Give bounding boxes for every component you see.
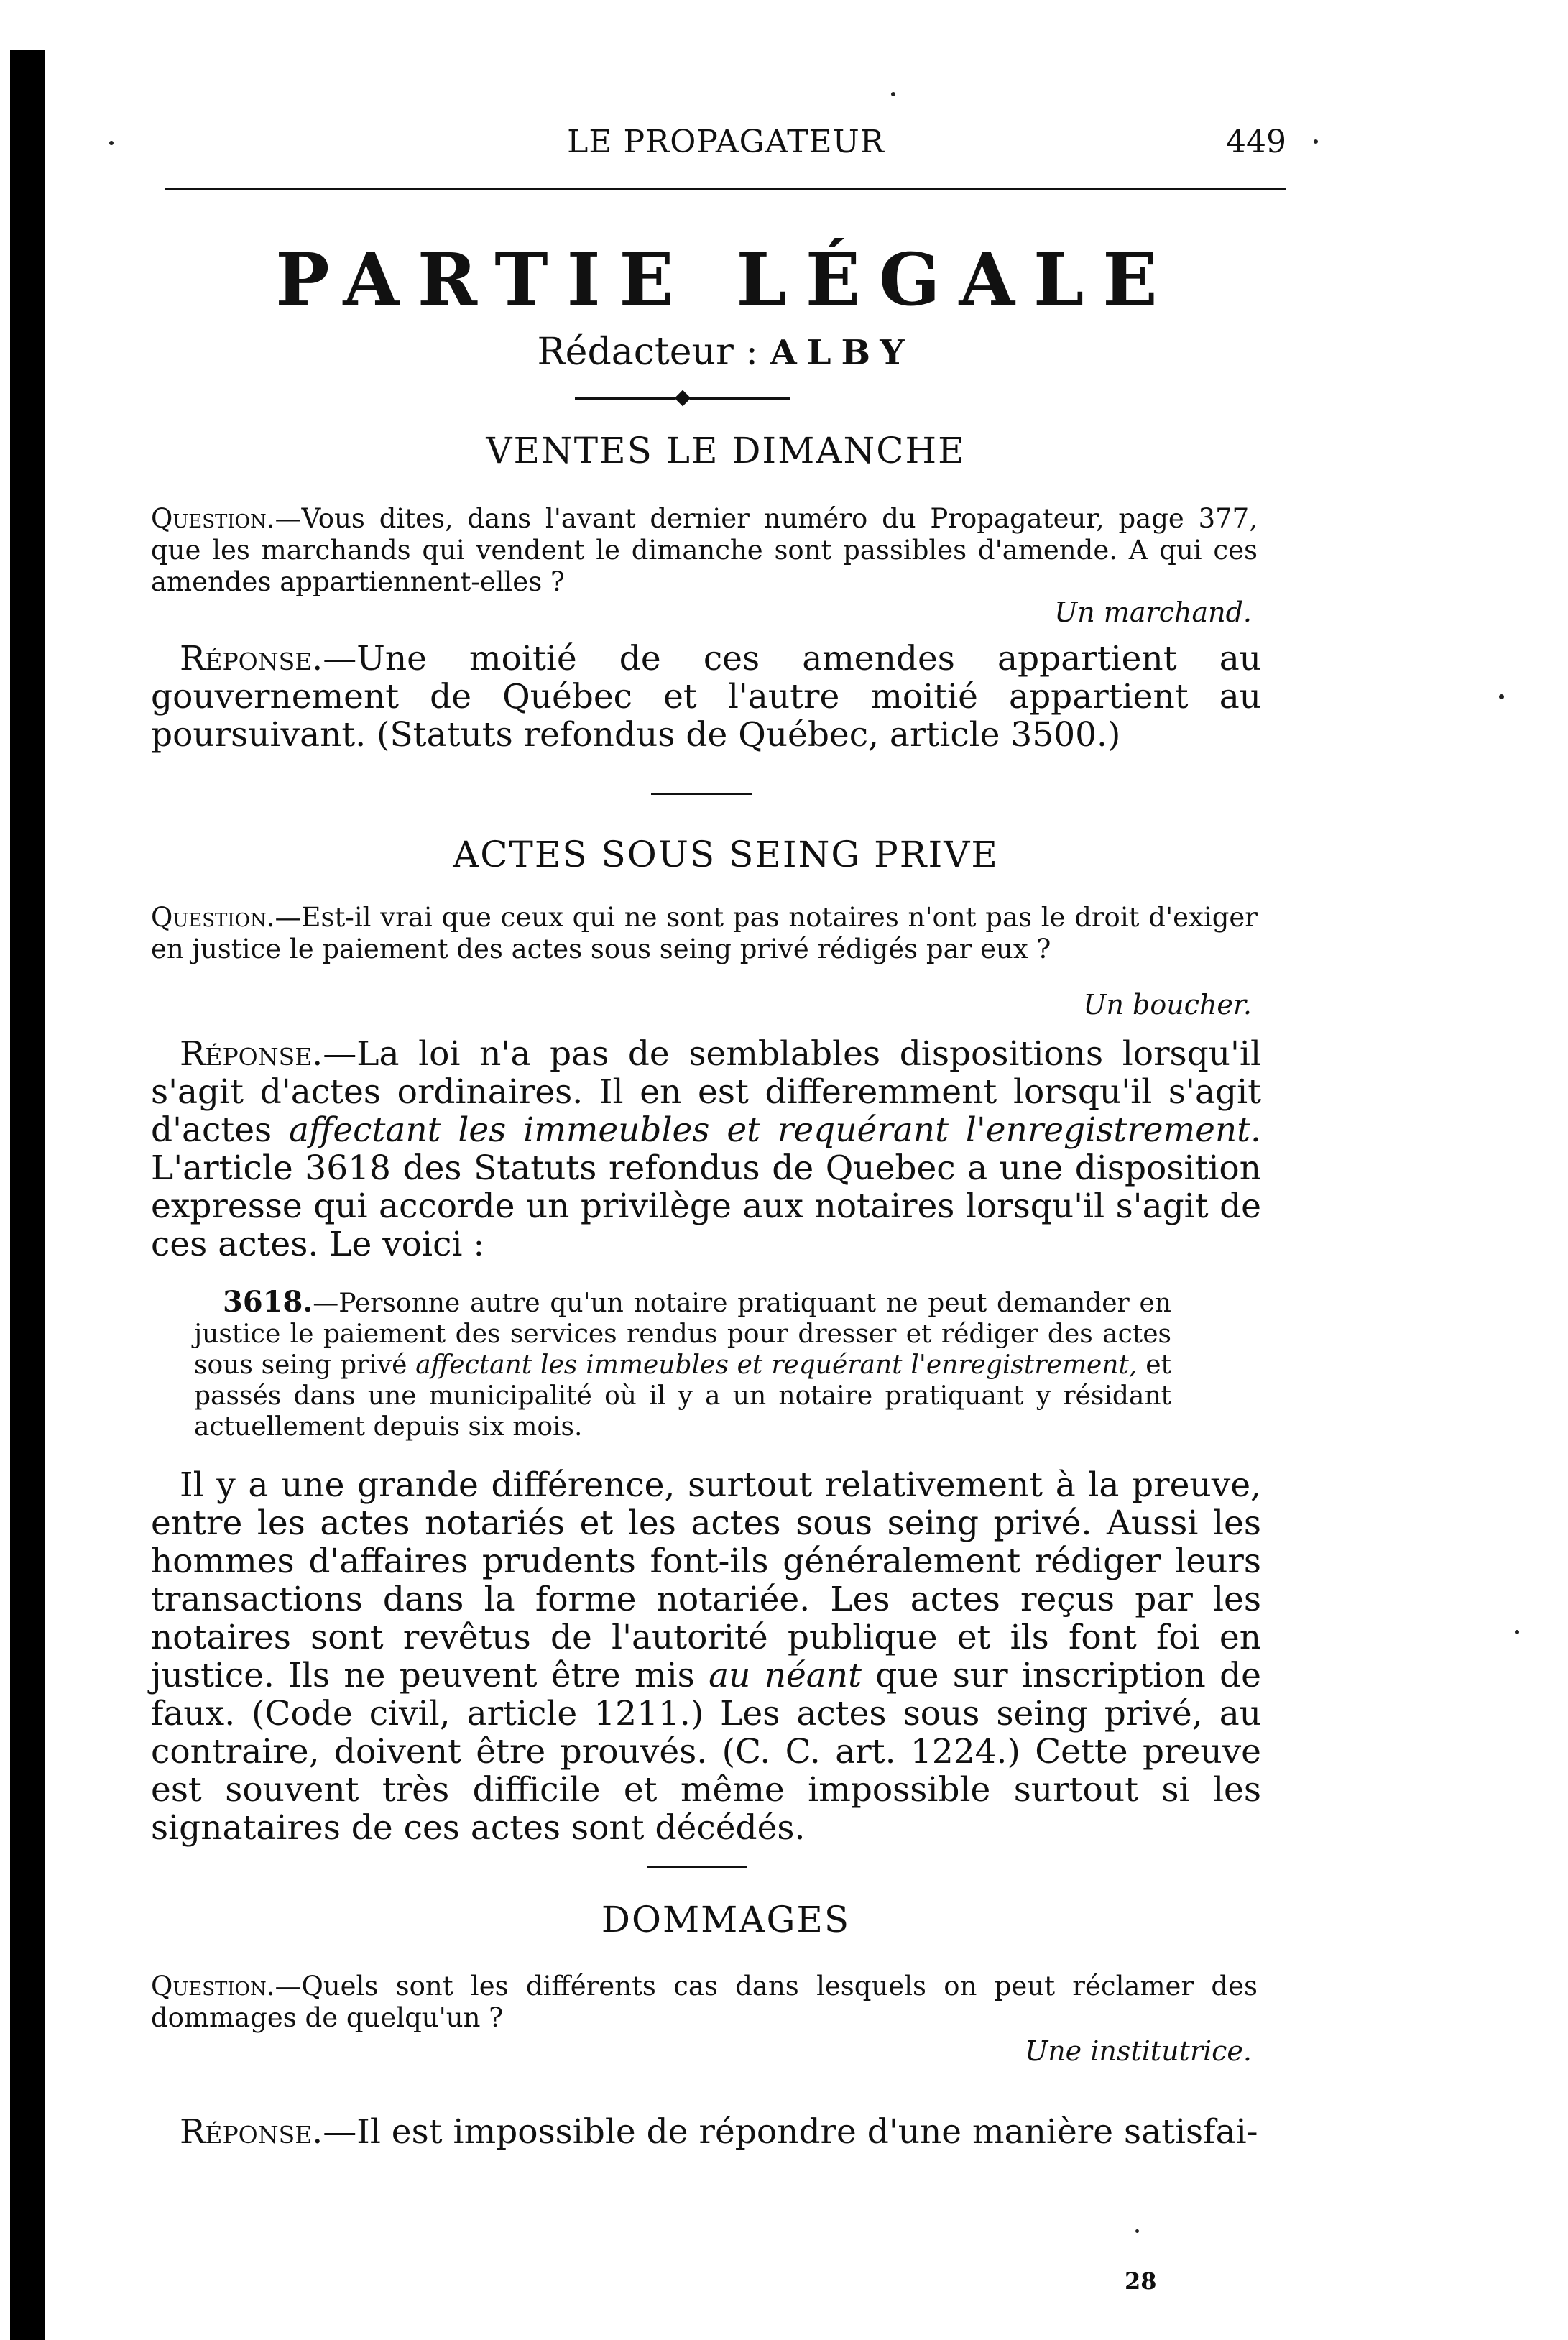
editor-name: ALBY: [770, 333, 915, 373]
question-text: —Vous dites, dans l'avant dernier numéro du Propagateur, page 377, que les marchands qui vendent le dimanche sont passibles d'amende. A qui ces amendes appartiennent-elles ?: [151, 503, 1258, 597]
question-text: —Est-il vrai que ceux qui ne sont pas notaires n'ont pas le droit d'exiger en justice le paiement des actes sous seing privé rédigés par eux ?: [151, 902, 1258, 964]
section-separator: [651, 793, 752, 795]
answer-label: Réponse.: [180, 2112, 323, 2152]
answer-italic: affectant les immeubles et requérant l'enregistrement.: [289, 1110, 1261, 1150]
paragraph-text-cont: que sur inscription de faux. (Code civil, article 1211.) Les actes sous seing privé, au contraire, doivent être prouvés. (C. C. art. 1224.) Cette preuve est souvent très difficile et même impossible surtout si les signataires de ces actes sont décédés.: [151, 1656, 1261, 1848]
statute-number: 3618.: [223, 1285, 313, 1319]
answer-dimanche: [151, 640, 1261, 754]
question-label: Question.: [151, 902, 275, 933]
ink-speck: [1135, 2229, 1139, 2233]
signature-dimanche: Un marchand.: [1054, 596, 1252, 628]
signature-dommages: Une institutrice.: [1025, 2035, 1252, 2067]
running-header: [165, 124, 1286, 174]
statute-text: —Personne autre qu'un notaire pratiquant ne peut demander en justice le paiement des services rendus pour dresser et rédiger des actes sous seing privé: [194, 1289, 1171, 1380]
answer-text: —Une moitié de ces amendes appartient au gouvernement de Québec et l'autre moitié appartient au poursuivant. (Statuts refondus de Québec, article 3500.): [151, 639, 1261, 755]
answer-text-cont: L'article 3618 des Statuts refondus de Quebec a une disposition expresse qui accorde un privilège aux notaires lorsqu'il s'agit de ces actes. Le voici :: [151, 1148, 1261, 1264]
question-dommages: [151, 1971, 1258, 2034]
page-number: 449: [1226, 124, 1286, 160]
editor-label: Rédacteur :: [537, 331, 758, 374]
answer-label: Réponse.: [180, 639, 323, 678]
answer-text: —Il est impossible de répondre d'une manière satisfai-: [323, 2112, 1258, 2152]
question-dimanche: [151, 503, 1258, 598]
answer-text: —La loi n'a pas de semblables dispositions lorsqu'il s'agit d'actes ordinaires. Il en est differemment lorsqu'il s'agit d'actes: [151, 1034, 1261, 1150]
ornament-divider: [575, 391, 790, 405]
ink-speck: [1314, 139, 1318, 144]
paragraph-preuve: [151, 1466, 1261, 1847]
question-seing: [151, 902, 1258, 965]
paragraph-text: Il y a une grande différence, surtout relativement à la preuve, entre les actes notariés et les actes sous seing privé. Aussi les hommes d'affaires prudents font-ils généralement rédiger leurs transactions dans la forme notariée. Les actes reçus par les notaires sont revêtus de l'autorité publique et ils font foi en justice. Ils ne peuvent être mis: [151, 1465, 1261, 1695]
answer-dommages: [151, 2113, 1261, 2151]
part-title: PARTIE LÉGALE: [275, 237, 1176, 322]
answer-label: Réponse.: [180, 1034, 323, 1074]
section-title-dimanche: VENTES LE DIMANCHE: [486, 430, 966, 471]
signature-seing: Un boucher.: [1083, 989, 1252, 1021]
question-label: Question.: [151, 503, 275, 534]
section-title-seing: ACTES SOUS SEING PRIVE: [453, 834, 999, 875]
signature-mark: 28: [1125, 2267, 1157, 2295]
section-separator: [647, 1866, 747, 1868]
ink-speck: [109, 141, 114, 145]
header-rule: [165, 188, 1286, 190]
statute-quote: [194, 1286, 1171, 1442]
paragraph-italic: au néant: [709, 1656, 862, 1695]
statute-italic: affectant les immeubles et requérant l'enregistrement,: [415, 1350, 1138, 1380]
question-label: Question.: [151, 1971, 275, 2002]
section-title-dommages: DOMMAGES: [601, 1899, 851, 1940]
ink-speck: [1515, 1630, 1519, 1634]
answer-seing: [151, 1035, 1261, 1263]
statute-text-cont: et passés dans une municipalité où il y a un notaire pratiquant y résidant actuellement depuis six mois.: [194, 1350, 1171, 1442]
ink-speck: [1499, 694, 1504, 699]
editor-line: [165, 331, 1286, 374]
ink-speck: [891, 92, 895, 96]
running-title: LE PROPAGATEUR: [567, 124, 885, 160]
question-text: —Quels sont les différents cas dans lesquels on peut réclamer des dommages de quelqu'un ?: [151, 1971, 1258, 2033]
